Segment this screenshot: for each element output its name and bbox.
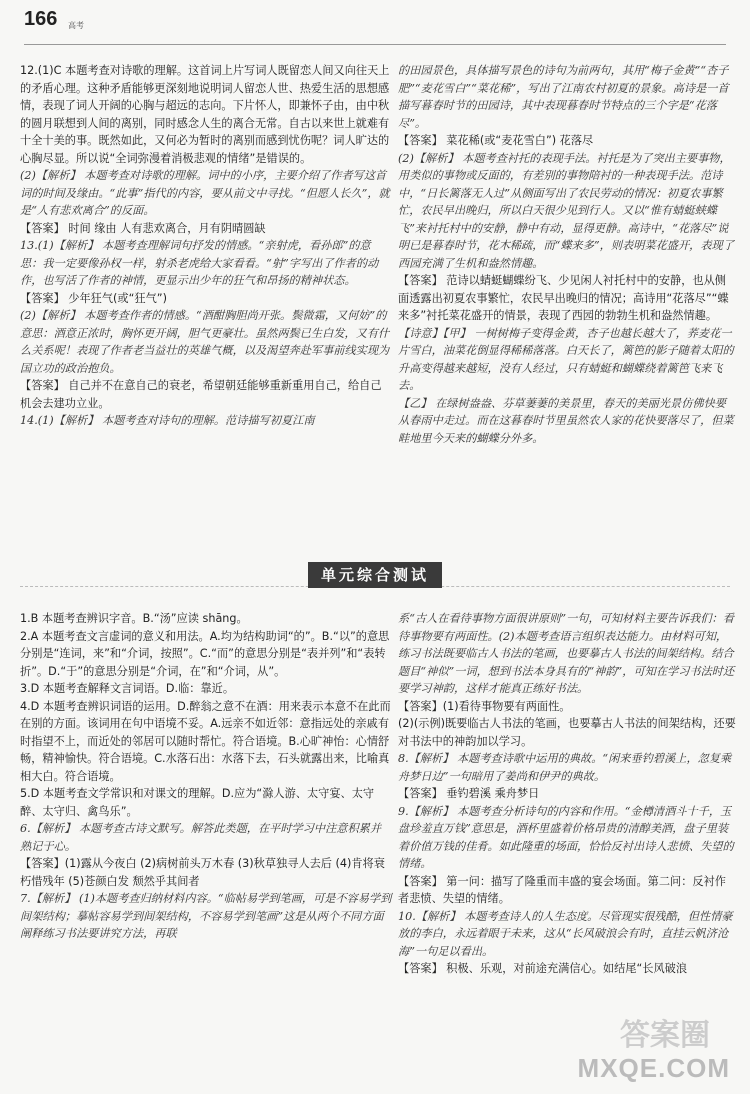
answer-paragraph: 8.【解析】 本题考查诗歌中运用的典故。“闲来垂钓碧溪上，忽复乘舟梦日边”一句暗用了姜尚和伊尹的典故。 <box>398 752 732 783</box>
header-rule <box>24 44 726 45</box>
watermark-text: MXQE.COM <box>577 1053 730 1083</box>
answer-paragraph: 系“古人在看待事物方面很讲原则”一句，可知材料主要告诉我们：看待事物要有两面性。(2)本题考查语言组织表达能力。由材料可知，练习书法既要临古人书法的笔画，也要摹古人书法的间架结构。结合题目“神似”一词，想到书法本身具有的“神韵”，可知在学习书法时还要学习神韵，这样才能真正练好书法。 <box>398 612 735 695</box>
answer-paragraph: 10.【解析】 本题考查诗人的人生态度。尽管现实很残酷，但性情豪放的李白，永远着眼于未来，这从“长风破浪会有时，直挂云帆济沧海”一句足以看出。 <box>398 909 733 958</box>
answer-paragraph: 【答案】 第一问：描写了隆重而丰盛的宴会场面。第二问：反衬作者悲愤、失望的情绪。 <box>398 874 726 905</box>
answer-paragraph: 【答案】 菜花稀(或“麦花雪白”) 花落尽 <box>398 134 594 147</box>
watermark-logo: 答案圈 <box>620 1018 710 1053</box>
answer-paragraph: 【乙】 在绿树盎盎、芬草萋萋的美景里，春天的美丽光景仿佛快要从春雨中走过。而在这暮春时节里虽然农人家的花快要落尽了，但菜畦地里今天来的蝴蝶分外多。 <box>398 396 734 445</box>
page-header <box>0 0 750 40</box>
upper-right-column <box>398 62 736 447</box>
answer-paragraph: 6.【解析】 本题考查古诗文默写。解答此类题，在平时学习中注意积累并熟记于心。 <box>20 822 382 853</box>
answer-paragraph: (2)【解析】 本题考查对诗歌的理解。词中的小序，主要介绍了作者写这首词的时间及缘由。“此事”指代的内容，要从前文中寻找。“但愿人长久”，就是“人有悲欢离合”的反面。 <box>20 169 390 217</box>
answer-paragraph: (2)【解析】 本题考查作者的情感。“酒酣胸胆尚开张。鬓微霜，又何妨”的意思：酒意正浓时，胸怀更开阔，胆气更豪壮。虽然两鬓已生白发，又有什么关系呢！表现了作者老当益壮的英雄气概，以及渴望奔赴军事前线实现为国立功的政治抱负。 <box>20 309 390 375</box>
answer-paragraph: (2)(示例)既要临古人书法的笔画，也要摹古人书法的间架结构，还要对书法中的神韵加以学习。 <box>398 717 736 748</box>
answer-paragraph: 【答案】 垂钓碧溪 乘舟梦日 <box>398 787 540 800</box>
answer-paragraph: 3.D 本题考查解释文言词语。D.临：靠近。 <box>20 682 235 695</box>
answer-paragraph: 【答案】 积极、乐观，对前途充满信心。如结尾“长风破浪 <box>398 962 688 975</box>
answer-paragraph: 【答案】(1)露从今夜白 (2)病树前头万木春 (3)秋草独寻人去后 (4)肯将衰朽惜残年 (5)苍颜白发 颓然乎其间者 <box>20 857 385 888</box>
lower-right-column <box>398 610 736 978</box>
answer-paragraph: (2)【解析】 本题考查衬托的表现手法。衬托是为了突出主要事物，用类似的事物或反面的，有差别的事物陪衬的一种表现手法。范诗中，“日长篱落无人过”从侧面写出了农民劳动的情况：初夏农事繁忙，农民早出晚归，所以白天很少见到行人。又以“惟有蜻蜓蛱蝶飞”来衬托村中的安静，静中有动，显得更静。高诗中，“花落尽”说明已是暮春时节，花木稀疏，而“蝶来多”，则表明菜花盛开，表现了西园充满了生机和盎然情趣。 <box>398 151 734 270</box>
answer-paragraph: 12.(1)C 本题考查对诗歌的理解。这首词上片写词人既留恋人间又向往天上的矛盾心理。这种矛盾能够更深刻地说明词人留恋人世、热爱生活的思想感情，表现了词人开阔的心胸与超远的志向。下片怀人，即兼怀子由，由中秋的圆月联想到人间的离别，同时感念人生的离合无常。自古以来世上就难有十全十美的事。既然如此，又何必为暂时的离别而感到忧伤呢？词人旷达的心胸尽显。所以说“全词弥漫着消极悲观的情绪”是错误的。 <box>20 64 390 165</box>
answer-paragraph: 7.【解析】 (1)本题考查归纳材料内容。“临帖易学到笔画，可是不容易学到间架结构；摹帖容易学到间架结构，不容易学到笔画”这是从两个不同方面阐释练习书法要讲究方法，再联 <box>20 892 392 940</box>
answer-paragraph: 1.B 本题考查辨识字音。B.“汤”应读 shāng。 <box>20 612 248 625</box>
answer-paragraph: 的田园景色，具体描写景色的诗句为前两句，其用“梅子金黄”“杏子肥”“麦花雪白”“菜花稀”，写出了江南农村初夏的景象。高诗是一首描写暮春时节的田园诗，其中表现暮春时节特点的三个字是“花落尽”。 <box>398 64 729 130</box>
answer-paragraph: 9.【解析】 本题考查分析诗句的内容和作用。“金樽清酒斗十千，玉盘珍羞直万钱”意思是，酒杯里盛着价格昂贵的清醇美酒，盘子里装着价值万钱的佳肴。如此隆重的场面，恰恰反衬出诗人悲愤、失望的情绪。 <box>398 804 734 870</box>
page-header-label: 高考 <box>68 21 84 30</box>
answer-paragraph: 【答案】 范诗以蜻蜓蝴蝶纷飞、少见闲人衬托村中的安静，也从侧面透露出初夏农事繁忙，农民早出晚归的情况；高诗用“花落尽”“蝶来多”衬托菜花盛开的情景，表现了西园的勃勃生机和盎然情趣。 <box>398 274 729 322</box>
answer-paragraph: 【答案】 自己并不在意自己的衰老，希望朝廷能够重新重用自己，给自己机会去建功立业。 <box>20 379 382 410</box>
answer-paragraph: 【答案】 少年狂气(或“狂气”) <box>20 291 167 305</box>
answer-paragraph: 5.D 本题考查文学常识和对课文的理解。D.应为“滁人游、太守宴、太守醉、太守归、禽鸟乐”。 <box>20 787 375 818</box>
section-title: 单元综合测试 <box>308 562 442 588</box>
page-number: 166 <box>24 8 58 30</box>
lower-left-column <box>20 610 392 943</box>
answer-paragraph: 14.(1)【解析】 本题考查对诗句的理解。范诗描写初夏江南 <box>20 414 315 427</box>
answer-paragraph: 4.D 本题考查辨识词语的运用。D.醉翁之意不在酒：用来表示本意不在此而在别的方面。该词用在句中语境不妥。A.远亲不如近邻：意指远处的亲戚有时指望不上，而近处的邻居可以随时帮忙。符合语境。B.心旷神怡：心情舒畅，精神愉快。符合语境。C.水落石出：水落下去，石头就露出来，比喻真相大白。符合语境。 <box>20 699 391 783</box>
answer-paragraph: 【答案】(1)看待事物要有两面性。 <box>398 699 571 713</box>
answer-paragraph: 13.(1)【解析】 本题考查理解词句抒发的情感。“亲射虎，看孙郎”的意思：我一定要像孙权一样，射杀老虎给大家看看。“射”字写出了作者的动作，也写活了作者的神情，更显示出少年的狂气和昂扬的精神状态。 <box>20 239 379 287</box>
answer-paragraph: 【答案】 时间 缘由 人有悲欢离合，月有阴晴圆缺 <box>20 221 266 235</box>
answer-paragraph: 2.A 本题考查文言虚词的意义和用法。A.均为结构助词“的”。B.“以”的意思分别是“连词，来”和“介词，按照”。C.“而”的意思分别是“表并列”和“表转折”。D.“于”的意思分别是“介词，在”和“介词，从”。 <box>20 629 390 678</box>
upper-left-column <box>20 62 392 430</box>
answer-paragraph: 【诗意】【甲】 一树树梅子变得金黄，杏子也越长越大了，荞麦花一片雪白，油菜花倒显得稀稀落落。白天长了，篱笆的影子随着太阳的升高变得越来越短，没有人经过，只有蜻蜓和蝴蝶绕着篱笆飞来飞去。 <box>398 326 734 392</box>
